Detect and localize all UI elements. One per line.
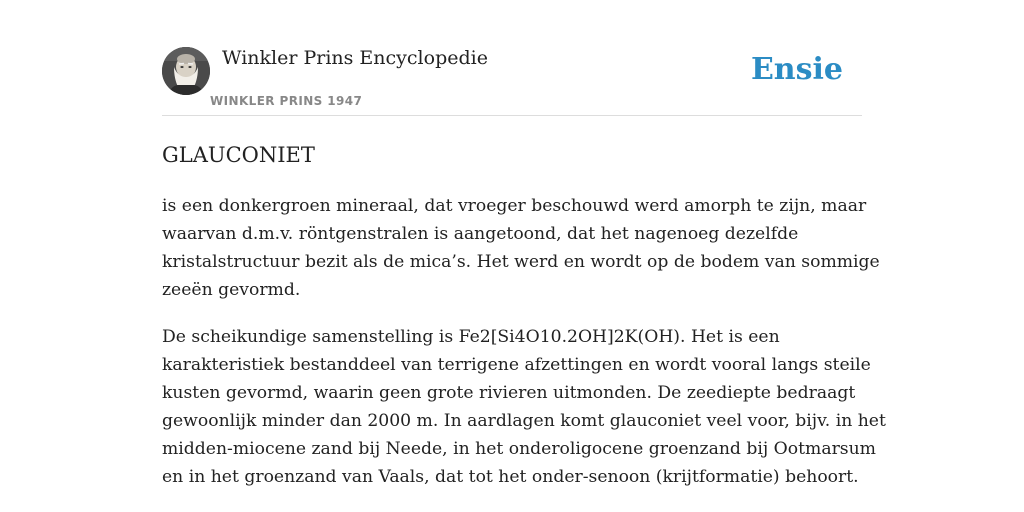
article-paragraph bbox=[162, 323, 886, 491]
article-paragraph bbox=[162, 192, 880, 304]
paragraph-line: zeeën gevormd. bbox=[162, 280, 301, 300]
page-title: GLAUCONIET bbox=[162, 143, 315, 167]
brand-logo[interactable]: Ensie bbox=[750, 52, 843, 87]
paragraph-line: midden-miocene zand bij Neede, in het onderoligocene groenzand bij Ootmarsum bbox=[162, 439, 876, 459]
avatar[interactable] bbox=[162, 47, 210, 95]
divider bbox=[162, 115, 862, 116]
source-edition[interactable]: WINKLER PRINS 1947 bbox=[210, 94, 363, 108]
article-card bbox=[162, 0, 886, 512]
paragraph-line: karakteristiek bestanddeel van terrigene afzettingen en wordt vooral langs steile bbox=[162, 355, 871, 375]
source-name[interactable]: Winkler Prins Encyclopedie bbox=[222, 47, 488, 69]
paragraph-line: kristalstructuur bezit als de mica’s. Het werd en wordt op de bodem van sommige bbox=[162, 252, 880, 272]
paragraph-line: kusten gevormd, waarin geen grote rivieren uitmonden. De zeediepte bedraagt bbox=[162, 383, 856, 403]
paragraph-line: gewoonlijk minder dan 2000 m. In aardlagen komt glauconiet veel voor, bijv. in het bbox=[162, 411, 886, 431]
paragraph-line: waarvan d.m.v. röntgenstralen is aangetoond, dat het nagenoeg dezelfde bbox=[162, 224, 799, 244]
paragraph-line: en in het groenzand van Vaals, dat tot het onder-senoon (krijtformatie) behoort. bbox=[162, 467, 859, 487]
paragraph-line: is een donkergroen mineraal, dat vroeger beschouwd werd amorph te zijn, maar bbox=[162, 196, 867, 216]
bearded-man-portrait-icon bbox=[162, 47, 210, 95]
paragraph-line: De scheikundige samenstelling is Fe2[Si4O10.2OH]2K(OH). Het is een bbox=[162, 327, 780, 347]
